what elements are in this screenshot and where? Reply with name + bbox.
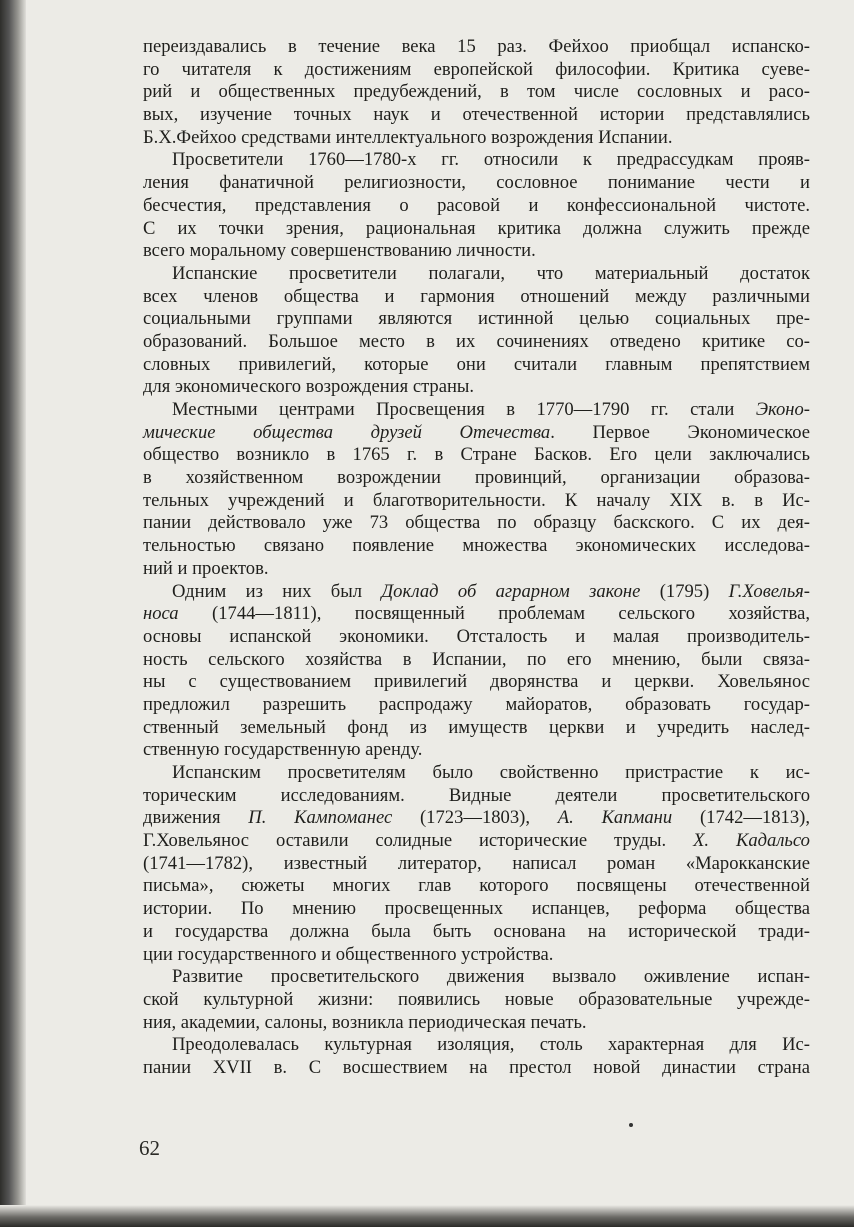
text-run: общество возникло в 1765 г. в Стране Басков. Его цели заключались xyxy=(143,444,810,466)
text-run: . Первое Экономическое xyxy=(550,421,811,443)
text-line xyxy=(143,785,810,808)
text-line xyxy=(143,149,810,172)
text-line xyxy=(143,581,810,604)
text-run: рий и общественных предубеждений, в том числе сословных и расо- xyxy=(143,81,810,103)
italic-text-run: Эконо- xyxy=(755,399,810,420)
text-line xyxy=(143,218,810,241)
text-run: (1742—1813), xyxy=(672,807,810,829)
text-run: ственный земельный фонд из имуществ церкви и учредить наслед- xyxy=(143,716,810,738)
text-run: Г.Ховельянос оставили солидные исторические труды. xyxy=(143,830,694,852)
text-run: (1741—1782), известный литератор, написал роман «Марокканские xyxy=(143,852,810,874)
text-line xyxy=(143,81,810,104)
text-run: Б.Х.Фейхоо средствами интеллектуального возрождения Испании. xyxy=(143,126,673,148)
text-run: ний и проектов. xyxy=(143,557,269,579)
text-line xyxy=(143,1034,810,1057)
text-run: ность сельского хозяйства в Испании, по его мнению, были связа- xyxy=(143,648,810,670)
text-line xyxy=(143,399,810,422)
text-run: (1795) xyxy=(640,580,729,602)
paragraph xyxy=(143,1034,810,1079)
italic-text-run: Х. Кадальсо xyxy=(693,830,810,852)
text-run: ния, академии, салоны, возникла периодическая печать. xyxy=(143,1011,587,1033)
text-line xyxy=(143,263,810,286)
text-line xyxy=(143,558,810,581)
text-run: тельностью связано появление множества экономических исследова- xyxy=(143,535,810,557)
page-body-text xyxy=(143,36,810,1080)
italic-text-run: Г.Ховелья- xyxy=(728,580,810,602)
text-run: Испанским просветителям было свойственно пристрастие к ис- xyxy=(172,762,810,783)
text-line xyxy=(143,694,810,717)
text-run: Просветители 1760—1780-х гг. относили к предрассудкам прояв- xyxy=(172,149,810,171)
text-line xyxy=(143,603,810,626)
text-run: бесчестия, представления о расовой и конфессиональной чистоте. xyxy=(143,194,810,216)
text-line xyxy=(143,762,810,785)
text-run: торическим исследованиям. Видные деятели просветительского xyxy=(143,784,810,806)
text-run: ской культурной жизни: появились новые образовательные учрежде- xyxy=(143,988,810,1010)
text-line xyxy=(143,512,810,535)
book-spine-shadow xyxy=(0,0,26,1227)
text-run: ления фанатичной религиозности, сословное понимание чести и xyxy=(143,172,810,194)
text-run: ции государственного и общественного устройства. xyxy=(143,943,554,965)
text-run: переиздавались в течение века 15 раз. Фейхоо приобщал испанско- xyxy=(143,36,810,57)
text-run: Одним из них был xyxy=(172,580,382,602)
text-run: пании действовало уже 73 общества по образцу баскского. С их дея- xyxy=(143,512,810,534)
paragraph xyxy=(143,263,810,399)
paragraph xyxy=(143,149,810,262)
text-run: для экономического возрождения страны. xyxy=(143,376,475,398)
italic-text-run: А. Капмани xyxy=(557,807,673,829)
text-run: социальными группами являются истинной целью социальных пре- xyxy=(143,308,810,330)
text-line xyxy=(143,921,810,944)
text-line xyxy=(143,104,810,127)
text-line xyxy=(143,807,810,830)
text-line xyxy=(143,354,810,377)
text-line xyxy=(143,875,810,898)
text-line xyxy=(143,830,810,853)
text-line xyxy=(143,467,810,490)
text-run: Местными центрами Просвещения в 1770—1790 гг. стали xyxy=(172,399,756,420)
text-run: Преодолевалась культурная изоляция, столь характерная для Ис- xyxy=(172,1034,810,1056)
text-line xyxy=(143,944,810,967)
text-line xyxy=(143,59,810,82)
text-line xyxy=(143,36,810,59)
text-line xyxy=(143,444,810,467)
text-line xyxy=(143,172,810,195)
text-line xyxy=(143,308,810,331)
text-line xyxy=(143,535,810,558)
text-run: вых, изучение точных наук и отечественной истории представлялись xyxy=(143,104,810,126)
paragraph xyxy=(143,966,810,1034)
italic-text-run: П. Кампоманес xyxy=(248,807,393,829)
text-run: в хозяйственном возрождении провинций, организации образова- xyxy=(143,467,810,489)
paragraph xyxy=(143,399,810,581)
text-line xyxy=(143,717,810,740)
text-run: (1723—1803), xyxy=(392,807,558,829)
text-run: истории. По мнению просвещенных испанцев, реформа общества xyxy=(143,898,810,920)
text-line xyxy=(143,853,810,876)
text-line xyxy=(143,240,810,263)
text-line xyxy=(143,626,810,649)
text-line xyxy=(143,1057,810,1080)
text-line xyxy=(143,966,810,989)
page-number: 62 xyxy=(139,1136,160,1160)
scan-speck xyxy=(629,1123,633,1127)
paragraph xyxy=(143,762,810,966)
text-line xyxy=(143,422,810,445)
italic-text-run: носа xyxy=(143,603,179,625)
text-run: словных привилегий, которые они считали главным препятствием xyxy=(143,353,810,375)
text-run: и государства должна была быть основана на исторической тради- xyxy=(143,920,810,942)
text-line xyxy=(143,286,810,309)
page-bottom-edge xyxy=(0,1205,854,1227)
text-run: Развитие просветительского движения вызвало оживление испан- xyxy=(172,966,810,988)
text-run: всех членов общества и гармония отношений между различными xyxy=(143,285,810,307)
text-run: го читателя к достижениям европейской философии. Критика суеве- xyxy=(143,58,810,80)
paragraph xyxy=(143,581,810,763)
text-line xyxy=(143,195,810,218)
text-line xyxy=(143,671,810,694)
italic-text-run: мические общества друзей Отечества xyxy=(143,421,551,443)
text-run: ны с существованием привилегий дворянства и церкви. Ховельянос xyxy=(143,671,810,693)
text-run: С их точки зрения, рациональная критика должна служить прежде xyxy=(143,217,810,239)
text-line xyxy=(143,898,810,921)
text-run: основы испанской экономики. Отсталость и малая производитель- xyxy=(143,625,810,647)
text-run: ственную государственную аренду. xyxy=(143,739,423,761)
text-line xyxy=(143,331,810,354)
text-line xyxy=(143,989,810,1012)
text-run: образований. Большое место в их сочинениях отведено критике со- xyxy=(143,330,810,352)
text-run: движения xyxy=(143,807,249,829)
text-line xyxy=(143,376,810,399)
text-line xyxy=(143,490,810,513)
text-line xyxy=(143,127,810,150)
text-run: тельных учреждений и благотворительности. К началу XIX в. в Ис- xyxy=(143,489,810,511)
text-line xyxy=(143,649,810,672)
text-run: предложил разрешить распродажу майоратов, образовать государ- xyxy=(143,693,810,715)
text-run: (1744—1811), посвященный проблемам сельского хозяйства, xyxy=(178,603,810,625)
text-run: письма», сюжеты многих глав которого посвящены отечественной xyxy=(143,875,810,897)
text-run: пании XVII в. С восшествием на престол новой династии страна xyxy=(143,1056,810,1078)
italic-text-run: Доклад об аграрном законе xyxy=(381,580,641,602)
text-run: всего моральному совершенствованию личности. xyxy=(143,240,536,262)
text-line xyxy=(143,739,810,762)
text-line xyxy=(143,1012,810,1035)
paragraph xyxy=(143,36,810,149)
text-run: Испанские просветители полагали, что материальный достаток xyxy=(172,262,810,284)
